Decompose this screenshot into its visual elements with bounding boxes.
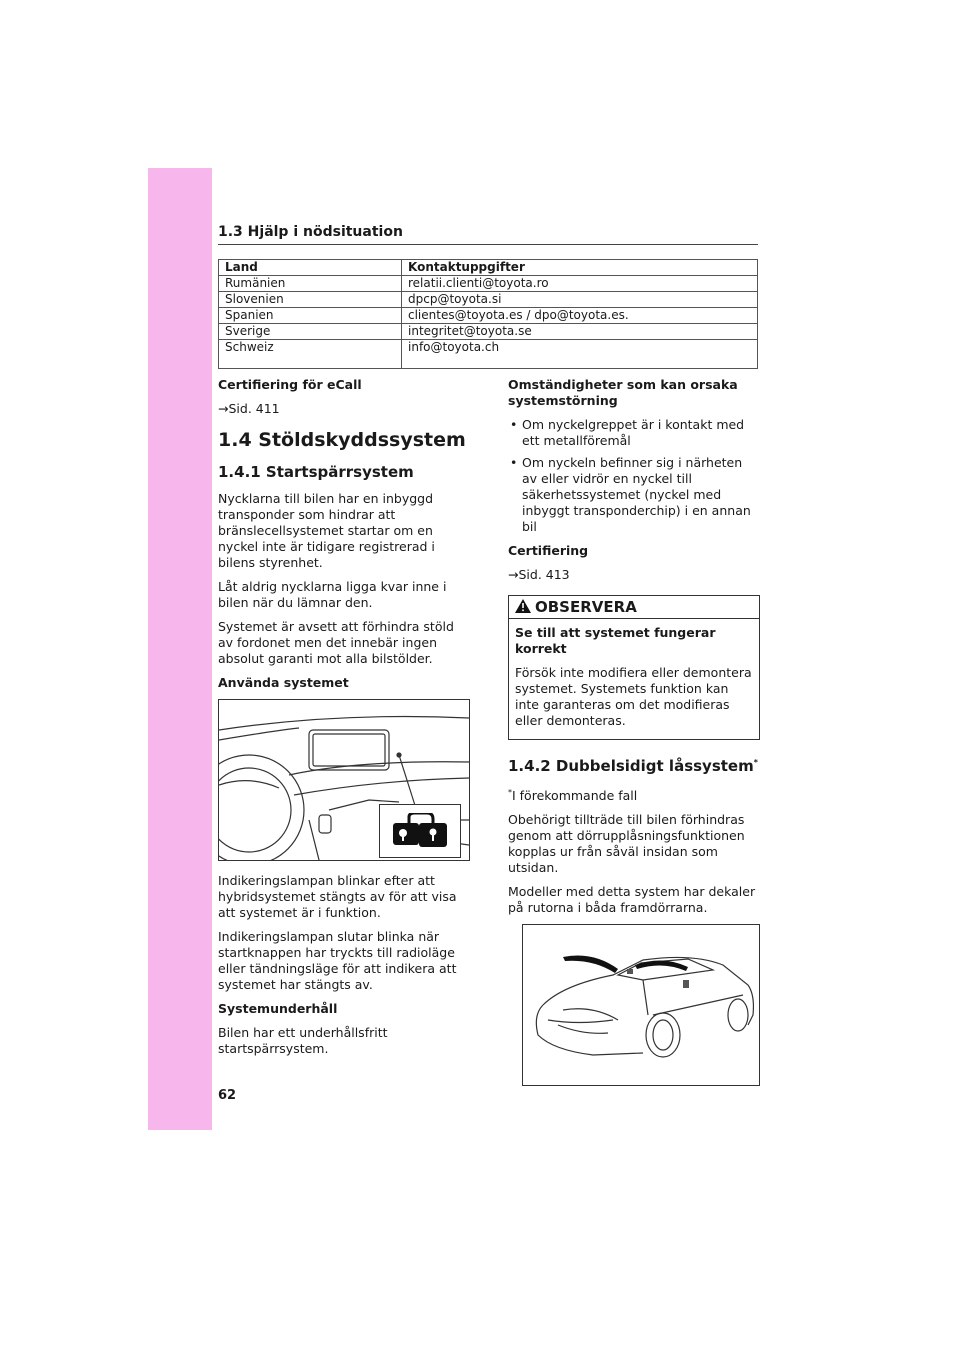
paragraph: Låt aldrig nycklarna ligga kvar inne i bilen när du lämnar den. xyxy=(218,579,447,610)
car-illustration xyxy=(522,924,760,1086)
contact-table xyxy=(218,259,758,369)
chapter-sidebar-tab xyxy=(148,168,212,1130)
notice-box xyxy=(508,595,760,740)
notice-text: Försök inte modifiera eller demontera systemet. Systemets funktion kan inte garanteras om det modifieras eller demonteras. xyxy=(515,665,752,728)
sub-heading-2: 1.4.2 Dubbelsidigt låssystem* xyxy=(508,757,758,775)
cert-page-link[interactable]: →Sid. 413 xyxy=(508,567,570,582)
table-cell: Sverige xyxy=(219,324,402,340)
dashboard-illustration xyxy=(218,699,470,861)
list-item: • Om nyckeln befinner sig i närheten av eller vidrör en nyckel till säkerhetssystemet (nyckel med inbyggt transponderchip) i en annan bil xyxy=(510,455,751,534)
maintenance-heading: Systemunderhåll xyxy=(218,1001,338,1016)
page-number: 62 xyxy=(218,1088,237,1103)
paragraph: Systemet är avsett att förhindra stöld av fordonet men det innebär ingen absolut garanti mot alla bilstölder. xyxy=(218,619,454,666)
left-column xyxy=(218,377,470,1065)
table-cell: Slovenien xyxy=(219,292,402,308)
ecall-page-link[interactable]: →Sid. 411 xyxy=(218,401,280,416)
table-row xyxy=(219,308,758,324)
table-cell: info@toyota.ch xyxy=(402,340,758,369)
notice-subtitle: Se till att systemet fungerar korrekt xyxy=(515,625,716,656)
table-header: Kontaktuppgifter xyxy=(402,260,758,276)
table-header: Land xyxy=(219,260,402,276)
notice-header xyxy=(509,596,759,619)
paragraph: Obehörigt tillträde till bilen förhindras genom att dörrupplåsningsfunktionen kopplas ur från såväl insidan som utsidan. xyxy=(508,812,745,876)
sub-heading: 1.4.1 Startspärrsystem xyxy=(218,463,414,481)
notice-title: OBSERVERA xyxy=(535,598,637,616)
footnote: *I förekommande fall xyxy=(508,788,638,804)
table-cell: integritet@toyota.se xyxy=(402,324,758,340)
paragraph: Indikeringslampan slutar blinka när startknappen har tryckts till radioläge eller tändningsläge för att indikera att systemet har stängts av. xyxy=(218,929,457,992)
table-cell: relatii.clienti@toyota.ro xyxy=(402,276,758,292)
paragraph: Nycklarna till bilen har en inbyggd transponder som hindrar att bränslecellsystemet startar om en nyckel inte är tidigare registrerad i bilens styrenhet. xyxy=(218,491,435,570)
right-column xyxy=(508,377,760,1086)
lock-icon xyxy=(379,804,461,858)
paragraph: Indikeringslampan blinkar efter att hybridsystemet stängts av för att visa att systemet är i funktion. xyxy=(218,873,457,920)
section-header: 1.3 Hjälp i nödsituation xyxy=(218,224,758,245)
table-cell: clientes@toyota.es / dpo@toyota.es. xyxy=(402,308,758,324)
table-cell: dpcp@toyota.si xyxy=(402,292,758,308)
table-row xyxy=(219,340,758,369)
cert-heading: Certifiering xyxy=(508,543,589,558)
main-heading: 1.4 Stöldskyddssystem xyxy=(218,429,466,451)
table-cell: Spanien xyxy=(219,308,402,324)
list-item: • Om nyckelgreppet är i kontakt med ett metallföremål xyxy=(510,417,745,448)
ecall-heading: Certifiering för eCall xyxy=(218,377,362,392)
paragraph: Modeller med detta system har dekaler på rutorna i båda framdörrarna. xyxy=(508,884,756,916)
table-row xyxy=(219,324,758,340)
warning-icon xyxy=(515,599,531,616)
table-cell: Schweiz xyxy=(219,340,402,369)
paragraph: Bilen har ett underhållsfritt startspärrsystem. xyxy=(218,1025,388,1056)
table-header-row xyxy=(219,260,758,276)
table-row xyxy=(219,292,758,308)
bullet-list xyxy=(508,417,760,535)
malfunction-heading: Omständigheter som kan orsaka systemstörning xyxy=(508,377,738,408)
table-cell: Rumänien xyxy=(219,276,402,292)
use-heading: Använda systemet xyxy=(218,675,349,690)
table-row xyxy=(219,276,758,292)
